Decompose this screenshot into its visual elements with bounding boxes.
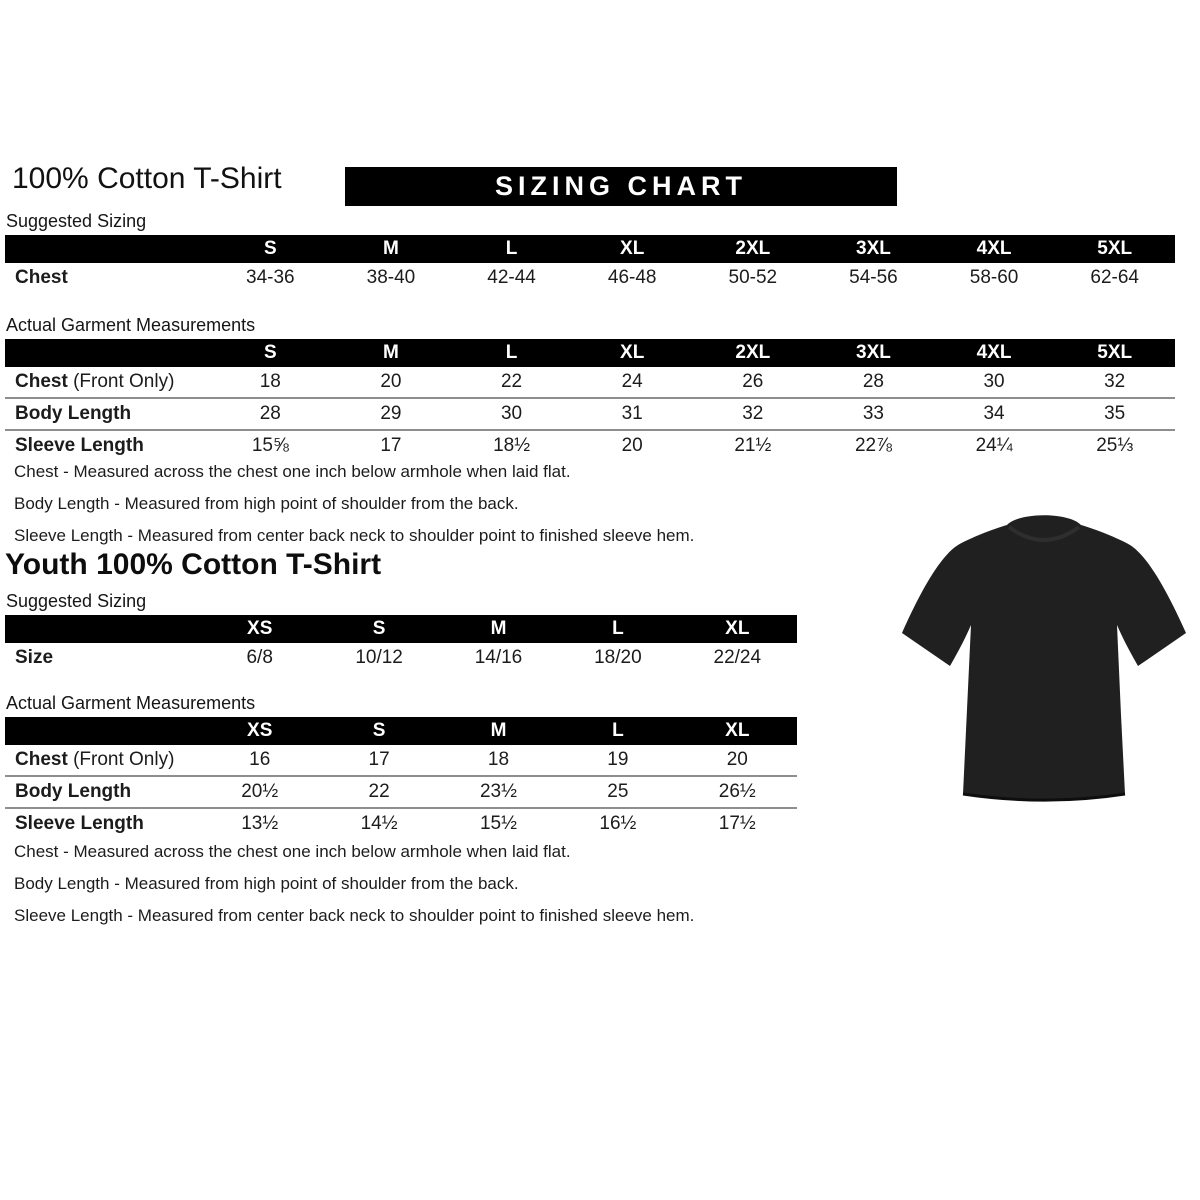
measurement-value: 35	[1054, 398, 1175, 430]
row-label: Body Length	[5, 398, 210, 430]
measurement-row	[5, 745, 797, 776]
measurement-value: 18½	[451, 430, 572, 461]
size-column-header: M	[331, 235, 452, 263]
measurement-row	[5, 367, 1175, 398]
measurement-value: 15½	[439, 808, 558, 839]
size-column-header: 3XL	[813, 339, 934, 367]
black-tshirt-image	[897, 495, 1192, 820]
adult-suggested-sizing-label: Suggested Sizing	[6, 211, 147, 231]
size-column-header: XS	[200, 615, 319, 643]
size-header-row	[5, 717, 797, 745]
size-column-header: L	[558, 615, 677, 643]
adult-suggested-sizing-table	[5, 235, 1175, 293]
header-spacer-cell	[5, 615, 200, 643]
size-column-header: S	[210, 339, 331, 367]
header-spacer-cell	[5, 235, 210, 263]
note-body-length: Body Length - Measured from high point of shoulder from the back.	[14, 494, 519, 513]
row-label: Size	[15, 647, 54, 668]
measurement-value: 26½	[678, 776, 797, 808]
measurement-value: 6/8	[246, 647, 273, 668]
measurement-value: 13½	[200, 808, 319, 839]
size-column-header: S	[319, 615, 438, 643]
measurement-value: 25	[558, 776, 677, 808]
row-label: Chest	[15, 267, 68, 288]
size-column-header: L	[451, 235, 572, 263]
measurement-value: 28	[210, 398, 331, 430]
measurement-value: 24¼	[934, 430, 1055, 461]
measurement-value: 22⅞	[813, 430, 934, 461]
measurement-value: 31	[572, 398, 693, 430]
measurement-value: 58-60	[969, 267, 1019, 288]
row-label: Body Length	[5, 776, 200, 808]
measurement-row	[5, 263, 1175, 293]
measurement-row	[5, 808, 797, 839]
row-label: Chest (Front Only)	[15, 749, 175, 770]
measurement-value: 22	[500, 371, 523, 392]
note-sleeve-length: Sleeve Length - Measured from center back neck to shoulder point to finished sleeve hem.	[14, 526, 695, 545]
measurement-value: 34	[934, 398, 1055, 430]
measurement-row	[5, 776, 797, 808]
measurement-value: 20½	[200, 776, 319, 808]
measurement-value: 20	[726, 749, 748, 770]
adult-measurement-notes	[14, 462, 694, 558]
measurement-value: 19	[607, 749, 629, 770]
size-column-header: M	[331, 339, 452, 367]
size-column-header: XL	[678, 717, 797, 745]
measurement-value: 21½	[693, 430, 814, 461]
measurement-value: 62-64	[1090, 267, 1139, 288]
size-column-header: 5XL	[1054, 339, 1175, 367]
measurement-value: 14½	[319, 808, 438, 839]
measurement-value: 20	[572, 430, 693, 461]
measurement-value: 30	[451, 398, 572, 430]
note-body-length: Body Length - Measured from high point of shoulder from the back.	[14, 874, 519, 893]
row-label: Sleeve Length	[5, 808, 200, 839]
measurement-value: 16½	[558, 808, 677, 839]
measurement-value: 25⅓	[1054, 430, 1175, 461]
size-column-header: XL	[572, 235, 693, 263]
measurement-value: 17½	[678, 808, 797, 839]
size-header-row	[5, 339, 1175, 367]
measurement-value: 16	[249, 749, 271, 770]
header-spacer-cell	[5, 339, 210, 367]
page-title: 100% Cotton T-Shirt	[12, 162, 282, 195]
row-label: Sleeve Length	[5, 430, 210, 461]
row-label: Chest (Front Only)	[15, 371, 175, 392]
size-column-header: 2XL	[693, 339, 814, 367]
note-chest: Chest - Measured across the chest one inch below armhole when laid flat.	[14, 842, 571, 861]
measurement-value: 42-44	[487, 267, 536, 288]
size-column-header: 3XL	[813, 235, 934, 263]
measurement-value: 20	[380, 371, 402, 392]
size-header-row	[5, 235, 1175, 263]
measurement-value: 32	[693, 398, 814, 430]
measurement-value: 29	[331, 398, 452, 430]
measurement-value: 17	[331, 430, 452, 461]
measurement-value: 38-40	[366, 267, 416, 288]
note-sleeve-length: Sleeve Length - Measured from center back neck to shoulder point to finished sleeve hem.	[14, 906, 695, 925]
measurement-row	[5, 643, 797, 673]
measurement-row	[5, 398, 1175, 430]
size-column-header: M	[439, 717, 558, 745]
measurement-value: 18	[259, 371, 281, 392]
measurement-value: 23½	[439, 776, 558, 808]
measurement-value: 34-36	[246, 267, 295, 288]
size-column-header: 5XL	[1054, 235, 1175, 263]
measurement-value: 28	[862, 371, 884, 392]
size-column-header: L	[451, 339, 572, 367]
measurement-value: 18/20	[594, 647, 642, 668]
size-column-header: 2XL	[693, 235, 814, 263]
measurement-value: 30	[983, 371, 1005, 392]
size-column-header: XL	[572, 339, 693, 367]
size-column-header: S	[319, 717, 438, 745]
measurement-value: 24	[621, 371, 643, 392]
adult-actual-measurements-label: Actual Garment Measurements	[6, 315, 256, 335]
measurement-value: 22	[319, 776, 438, 808]
size-column-header: XL	[678, 615, 797, 643]
measurement-value: 14/16	[474, 647, 523, 668]
youth-actual-measurements-table	[5, 717, 797, 839]
measurement-row	[5, 430, 1175, 461]
youth-page-title: Youth 100% Cotton T-Shirt	[5, 548, 382, 581]
measurement-value: 10/12	[355, 647, 403, 668]
measurement-value: 50-52	[728, 267, 778, 288]
size-column-header: M	[439, 615, 558, 643]
size-column-header: S	[210, 235, 331, 263]
measurement-value: 15⅝	[210, 430, 331, 461]
header-spacer-cell	[5, 717, 200, 745]
youth-measurement-notes	[14, 842, 694, 938]
measurement-value: 46-48	[607, 267, 657, 288]
adult-actual-measurements-table	[5, 339, 1175, 461]
sizing-chart-banner: SIZING CHART	[345, 167, 897, 206]
measurement-value: 18	[487, 749, 510, 770]
measurement-value: 54-56	[849, 267, 898, 288]
measurement-value: 17	[368, 749, 390, 770]
measurement-value: 33	[813, 398, 934, 430]
youth-actual-measurements-label: Actual Garment Measurements	[6, 693, 256, 713]
youth-suggested-sizing-label: Suggested Sizing	[6, 591, 147, 611]
note-chest: Chest - Measured across the chest one inch below armhole when laid flat.	[14, 462, 571, 481]
measurement-value: 32	[1104, 371, 1126, 392]
size-column-header: 4XL	[934, 235, 1055, 263]
measurement-value: 26	[742, 371, 764, 392]
tshirt-photo	[897, 495, 1192, 820]
youth-suggested-sizing-table	[5, 615, 797, 673]
size-header-row	[5, 615, 797, 643]
size-column-header: L	[558, 717, 677, 745]
size-column-header: XS	[200, 717, 319, 745]
size-column-header: 4XL	[934, 339, 1055, 367]
measurement-value: 22/24	[713, 647, 762, 668]
